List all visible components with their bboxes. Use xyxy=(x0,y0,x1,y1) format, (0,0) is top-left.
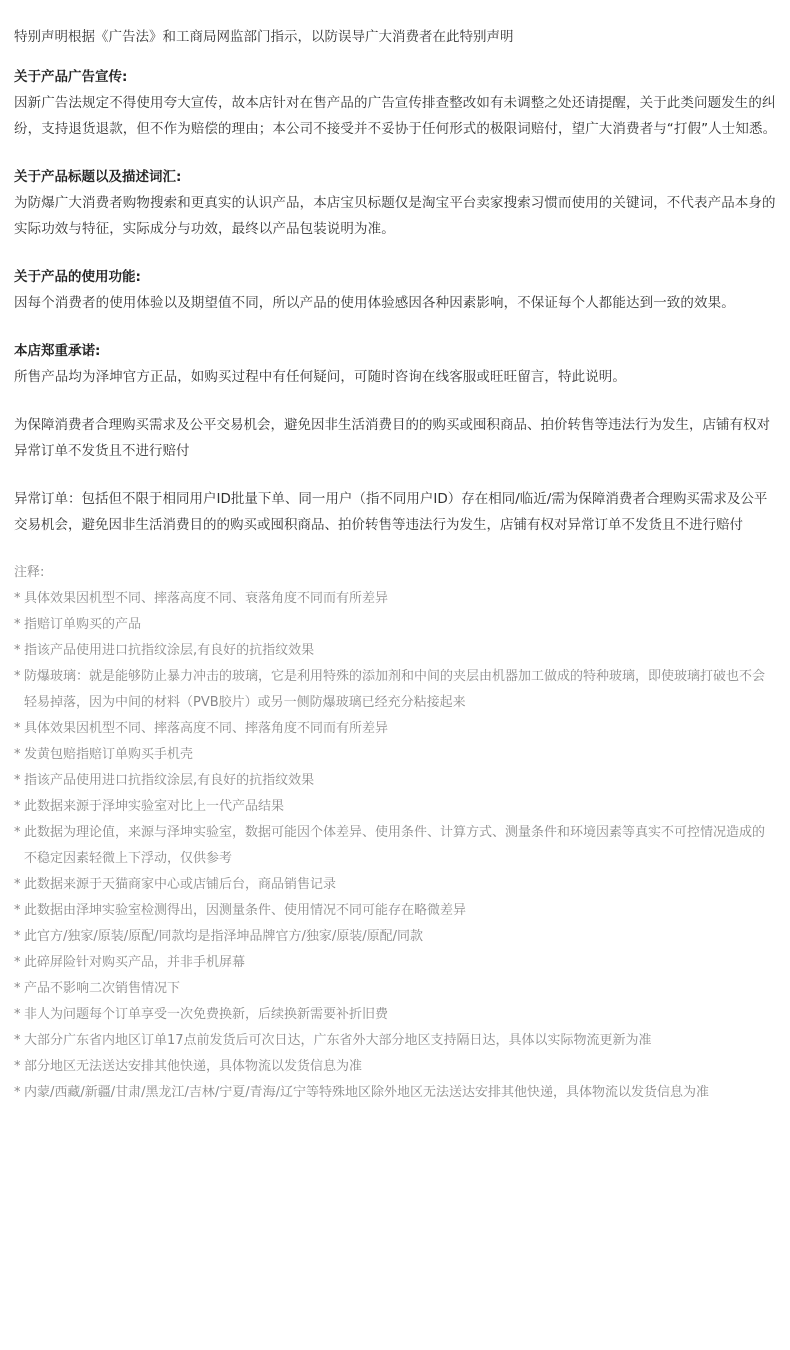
note-item xyxy=(14,1002,790,1028)
note-bullet: * xyxy=(14,799,21,814)
note-text: 防爆玻璃：就是能够防止暴力冲击的玻璃，它是利用特殊的添加剂和中间的夹层由机器加工做成的特种玻璃，即使玻璃打破也不会轻易掉落，因为中间的材料（PVB胶片）或另一侧防爆玻璃已经充分粘接起来 xyxy=(24,669,766,710)
note-item xyxy=(14,768,790,794)
note-item xyxy=(14,1028,790,1054)
note-bullet: * xyxy=(14,955,21,970)
note-text: 此数据来源于天猫商家中心或店铺后台，商品销售记录 xyxy=(24,877,337,892)
note-item xyxy=(14,820,790,872)
note-text: 部分地区无法送达安排其他快递，具体物流以发货信息为准 xyxy=(24,1059,363,1074)
section-body: 因每个消费者的使用体验以及期望值不同，所以产品的使用体验感因各种因素影响，不保证每个人都能达到一致的效果。 xyxy=(14,295,735,311)
section-title: 关于产品标题以及描述词汇: xyxy=(14,169,182,185)
note-text: 产品不影响二次销售情况下 xyxy=(24,981,181,996)
notes-list xyxy=(14,586,790,1106)
abnormal-order-policy: 为保障消费者合理购买需求及公平交易机会，避免因非生活消费目的的购买或囤积商品、拍价转售等违法行为发生，店铺有权对异常订单不发货且不进行赔付 xyxy=(14,417,770,459)
note-text: 内蒙/西藏/新疆/甘肃/黑龙江/吉林/宁夏/青海/辽宁等特殊地区除外地区无法送达安排其他快递，具体物流以发货信息为准 xyxy=(24,1085,710,1100)
note-bullet: * xyxy=(14,1085,21,1100)
abnormal-order-definition: 异常订单：包括但不限于相同用户ID批量下单、同一用户（指不同用户ID）存在相同/临近/需为保障消费者合理购买需求及公平交易机会，避免因非生活消费目的的购买或囤积商品、拍价转售等违法行为发生，店铺有权对异常订单不发货且不进行赔付 xyxy=(14,491,768,533)
note-item xyxy=(14,872,790,898)
note-text: 非人为问题每个订单享受一次免费换新，后续换新需要补折旧费 xyxy=(24,1007,389,1022)
note-bullet: * xyxy=(14,721,21,736)
note-item xyxy=(14,794,790,820)
note-item xyxy=(14,950,790,976)
note-item xyxy=(14,664,790,716)
note-item xyxy=(14,976,790,1002)
note-bullet: * xyxy=(14,903,21,918)
section-advertising xyxy=(14,64,790,142)
note-bullet: * xyxy=(14,1007,21,1022)
note-item xyxy=(14,586,790,612)
note-text: 此官方/独家/原装/原配/同款均是指泽坤品牌官方/独家/原装/原配/同款 xyxy=(24,929,424,944)
note-item xyxy=(14,742,790,768)
note-item xyxy=(14,924,790,950)
note-text: 具体效果因机型不同、摔落高度不同、衰落角度不同而有所差异 xyxy=(24,591,389,606)
note-text: 发黄包赔指赔订单购买手机壳 xyxy=(24,747,194,762)
note-bullet: * xyxy=(14,669,21,684)
note-text: 指该产品使用进口抗指纹涂层,有良好的抗指纹效果 xyxy=(24,643,315,658)
notes-title: 注释: xyxy=(14,565,45,580)
note-item xyxy=(14,612,790,638)
note-text: 此数据为理论值，来源与泽坤实验室，数据可能因个体差异、使用条件、计算方式、测量条件和环境因素等真实不可控情况造成的不稳定因素轻微上下浮动，仅供参考 xyxy=(24,825,766,866)
note-text: 此碎屏险针对购买产品，并非手机屏幕 xyxy=(24,955,246,970)
note-text: 指赔订单购买的产品 xyxy=(24,617,142,632)
note-bullet: * xyxy=(14,877,21,892)
note-bullet: * xyxy=(14,981,21,996)
note-bullet: * xyxy=(14,929,21,944)
note-item xyxy=(14,1054,790,1080)
note-text: 此数据来源于泽坤实验室对比上一代产品结果 xyxy=(24,799,285,814)
section-usage-function xyxy=(14,264,790,316)
note-text: 此数据由泽坤实验室检测得出，因测量条件、使用情况不同可能存在略微差异 xyxy=(24,903,467,918)
note-bullet: * xyxy=(14,617,21,632)
section-body: 因新广告法规定不得使用夸大宣传，故本店针对在售产品的广告宣传排查整改如有未调整之处还请提醒，关于此类问题发生的纠纷，支持退货退款，但不作为赔偿的理由；本公司不接受并不妥协于任何形式的极限词赔付，望广大消费者与“打假”人士知悉。 xyxy=(14,95,777,137)
section-body: 为防爆广大消费者购物搜索和更真实的认识产品，本店宝贝标题仅是淘宝平台卖家搜索习惯而使用的关键词，不代表产品本身的实际功效与特征，实际成分与功效，最终以产品包装说明为准。 xyxy=(14,195,776,237)
note-item xyxy=(14,898,790,924)
note-bullet: * xyxy=(14,643,21,658)
note-bullet: * xyxy=(14,747,21,762)
section-body: 所售产品均为泽坤官方正品，如购买过程中有任何疑问，可随时咨询在线客服或旺旺留言，特此说明。 xyxy=(14,369,626,385)
section-title-description xyxy=(14,164,790,242)
note-item xyxy=(14,638,790,664)
notes-section xyxy=(14,560,790,1106)
note-text: 大部分广东省内地区订单17点前发货后可次日达，广东省外大部分地区支持隔日达，具体以实际物流更新为准 xyxy=(24,1033,652,1048)
note-bullet: * xyxy=(14,825,21,840)
note-text: 指该产品使用进口抗指纹涂层,有良好的抗指纹效果 xyxy=(24,773,315,788)
note-item xyxy=(14,1080,790,1106)
note-bullet: * xyxy=(14,773,21,788)
note-bullet: * xyxy=(14,591,21,606)
note-bullet: * xyxy=(14,1059,21,1074)
section-title: 关于产品广告宣传: xyxy=(14,69,128,85)
section-title: 本店郑重承诺: xyxy=(14,343,101,359)
note-text: 具体效果因机型不同、摔落高度不同、摔落角度不同而有所差异 xyxy=(24,721,389,736)
note-item xyxy=(14,716,790,742)
section-store-promise xyxy=(14,338,790,390)
special-statement-intro: 特别声明根据《广告法》和工商局网监部门指示，以防误导广大消费者在此特别声明 xyxy=(14,29,514,45)
note-bullet: * xyxy=(14,1033,21,1048)
section-title: 关于产品的使用功能: xyxy=(14,269,141,285)
